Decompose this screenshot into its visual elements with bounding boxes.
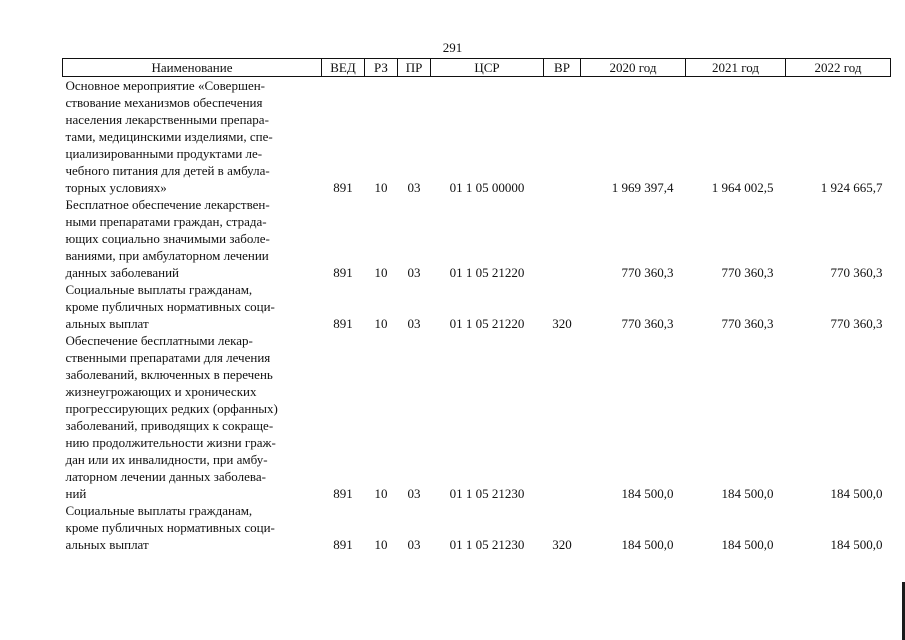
row-name-line: заболеваний, включенных в перечень: [65, 367, 273, 382]
row-vr: [544, 77, 581, 197]
row-amount-2022: 184 500,0: [830, 486, 883, 501]
row-name-line: Обеспечение бесплатными лекар-: [65, 333, 253, 348]
row-name-line: прогрессирующих редких (орфанных): [65, 401, 278, 416]
row-amount-2021: 184 500,0: [721, 537, 774, 552]
row-amount-2021: 770 360,3: [721, 316, 774, 331]
row-name-line: альных выплат: [65, 537, 149, 552]
row-amount-2022: 1 924 665,7: [820, 180, 883, 195]
row-name-line: торных условиях»: [65, 180, 167, 195]
row-name-line: данных заболеваний: [65, 265, 179, 280]
row-vr: 320: [552, 537, 572, 552]
row-name: [63, 196, 322, 281]
row-name-line: латорном лечении данных заболева-: [65, 469, 266, 484]
row-ved: 891: [333, 537, 353, 552]
row-rz: 10: [374, 180, 388, 195]
row-pr: 03: [407, 316, 421, 331]
table-row: [63, 281, 891, 332]
row-name: [63, 332, 322, 502]
row-name-line: населения лекарственными препара-: [65, 112, 269, 127]
row-vr: [544, 332, 581, 502]
table-header-row: [63, 59, 891, 77]
table-row: [63, 502, 891, 553]
row-csr: 01 1 05 00000: [449, 180, 525, 195]
row-amount-2021: 1 964 002,5: [711, 180, 774, 195]
row-name-line: кроме публичных нормативных соци-: [65, 299, 275, 314]
table-row: [63, 196, 891, 281]
row-name: [63, 77, 322, 197]
row-rz: 10: [374, 265, 388, 280]
row-rz: 10: [374, 486, 388, 501]
row-amount-2020: 770 360,3: [621, 265, 674, 280]
header-csr: ЦСР: [431, 59, 544, 77]
row-csr: 01 1 05 21220: [449, 316, 525, 331]
row-name-line: Основное мероприятие «Совершен-: [65, 78, 266, 93]
header-vr: ВР: [544, 59, 581, 77]
row-name: [63, 502, 322, 553]
row-ved: 891: [333, 486, 353, 501]
row-ved: 891: [333, 265, 353, 280]
row-pr: 03: [407, 265, 421, 280]
row-csr: 01 1 05 21230: [449, 486, 525, 501]
row-ved: 891: [333, 180, 353, 195]
row-name: [63, 281, 322, 332]
row-pr: 03: [407, 537, 421, 552]
row-name-line: ствование механизмов обеспечения: [65, 95, 263, 110]
row-name-line: Социальные выплаты гражданам,: [65, 282, 253, 297]
row-name-line: циализированными продуктами ле-: [65, 146, 263, 161]
budget-table: [62, 58, 891, 553]
row-name-line: дан или их инвалидности, при амбу-: [65, 452, 268, 467]
row-rz: 10: [374, 316, 388, 331]
row-amount-2020: 1 969 397,4: [611, 180, 674, 195]
row-amount-2022: 770 360,3: [830, 265, 883, 280]
row-name-line: жизнеугрожающих и хронических: [65, 384, 257, 399]
row-name-line: ющих социально значимыми заболе-: [65, 231, 270, 246]
header-name: Наименование: [63, 59, 322, 77]
row-vr: 320: [552, 316, 572, 331]
row-rz: 10: [374, 537, 388, 552]
row-name-line: Бесплатное обеспечение лекарствен-: [65, 197, 270, 212]
row-name-line: альных выплат: [65, 316, 149, 331]
row-name-line: кроме публичных нормативных соци-: [65, 520, 275, 535]
row-vr: [544, 196, 581, 281]
table-row: [63, 77, 891, 197]
page-number: 291: [442, 40, 463, 55]
row-name-line: Социальные выплаты гражданам,: [65, 503, 253, 518]
row-csr: 01 1 05 21220: [449, 265, 525, 280]
row-amount-2020: 770 360,3: [621, 316, 674, 331]
row-name-line: нию продолжительности жизни граж-: [65, 435, 276, 450]
header-rz: РЗ: [365, 59, 398, 77]
header-2021: 2021 год: [686, 59, 786, 77]
row-name-line: чебного питания для детей в амбула-: [65, 163, 270, 178]
row-csr: 01 1 05 21230: [449, 537, 525, 552]
row-name-line: ний: [65, 486, 87, 501]
row-amount-2022: 184 500,0: [830, 537, 883, 552]
header-pr: ПР: [398, 59, 431, 77]
header-ved: ВЕД: [322, 59, 365, 77]
row-name-line: ственными препаратами для лечения: [65, 350, 271, 365]
row-name-line: ными препаратами граждан, страда-: [65, 214, 267, 229]
row-amount-2021: 184 500,0: [721, 486, 774, 501]
row-name-line: тами, медицинскими изделиями, спе-: [65, 129, 273, 144]
row-name-line: ваниями, при амбулаторном лечении: [65, 248, 269, 263]
header-2020: 2020 год: [581, 59, 686, 77]
row-amount-2020: 184 500,0: [621, 486, 674, 501]
header-2022: 2022 год: [786, 59, 891, 77]
table-row: [63, 332, 891, 502]
row-ved: 891: [333, 316, 353, 331]
row-name-line: заболеваний, приводящих к сокраще-: [65, 418, 274, 433]
row-pr: 03: [407, 180, 421, 195]
row-pr: 03: [407, 486, 421, 501]
row-amount-2022: 770 360,3: [830, 316, 883, 331]
row-amount-2021: 770 360,3: [721, 265, 774, 280]
row-amount-2020: 184 500,0: [621, 537, 674, 552]
